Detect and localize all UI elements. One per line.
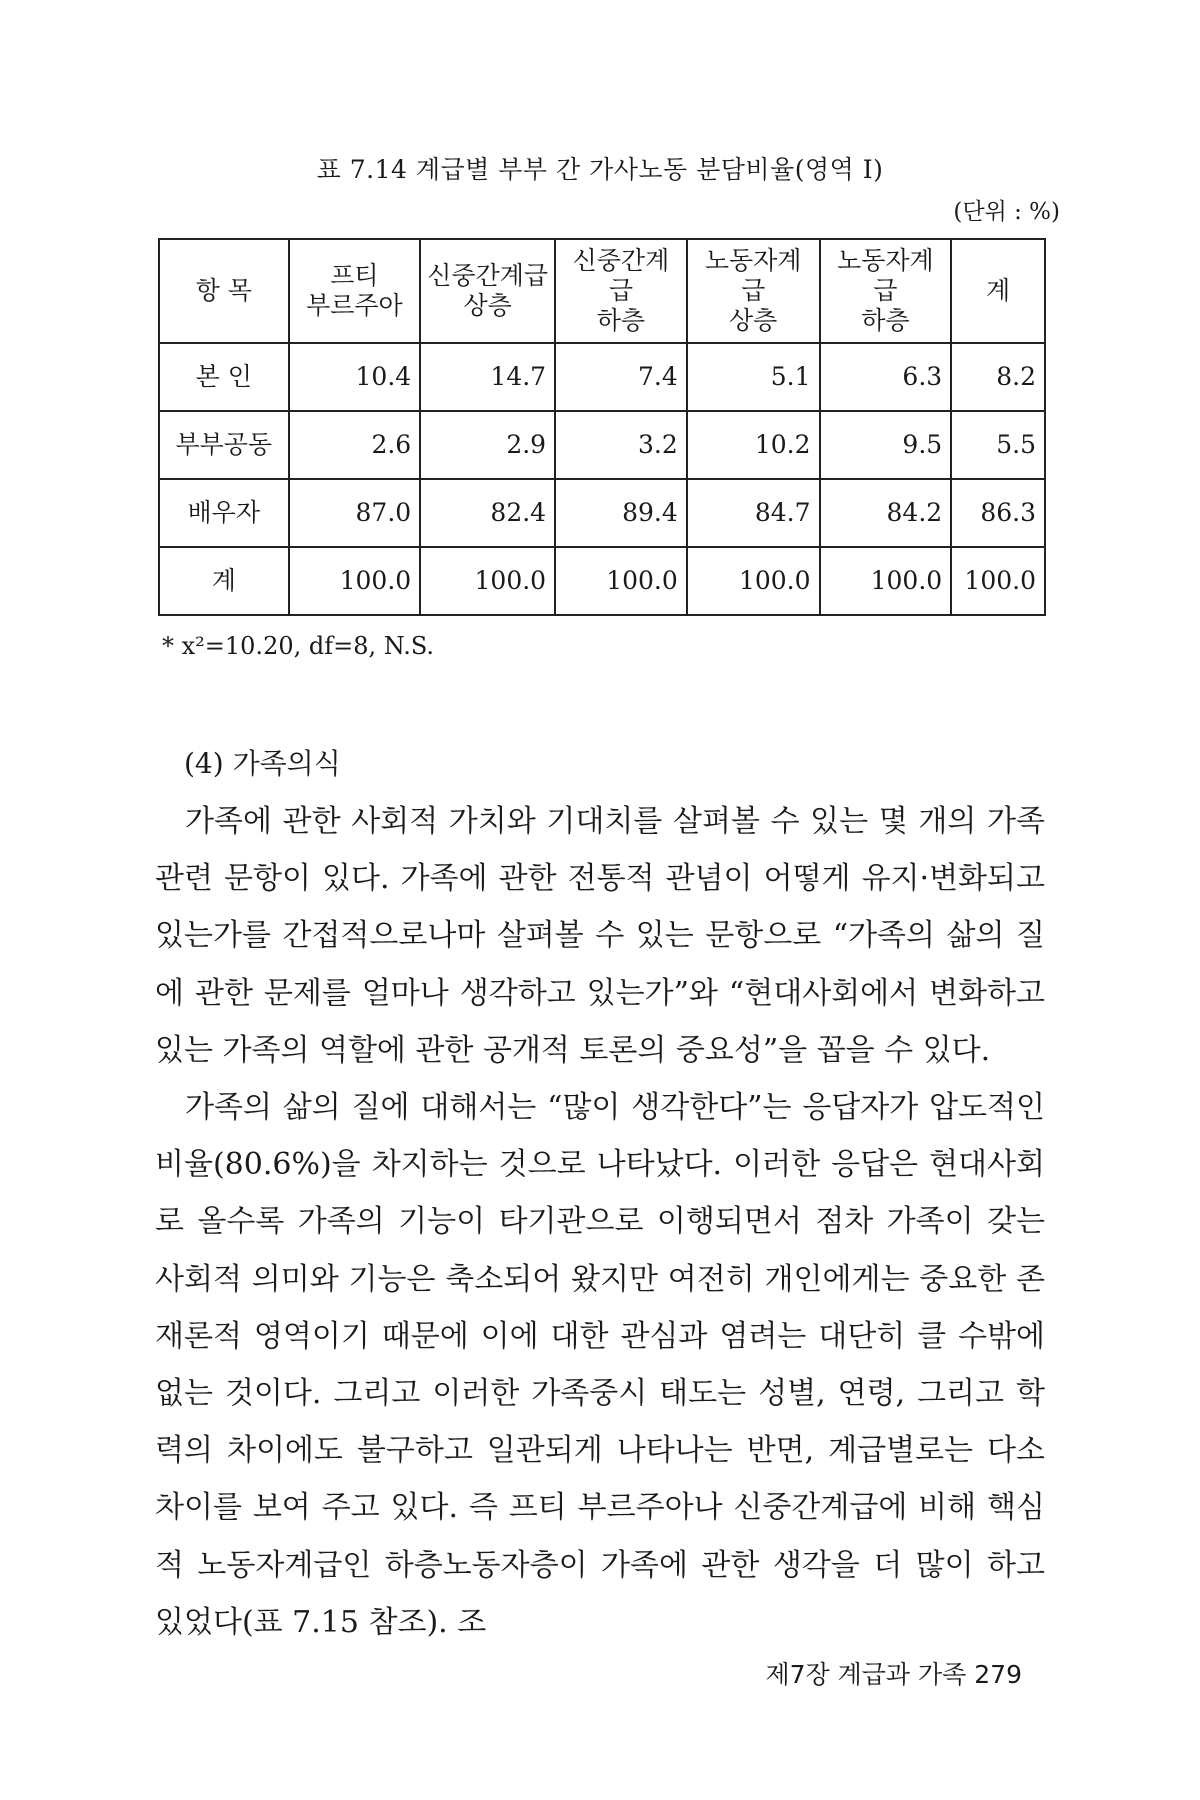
header-petty-bourgeois: 프티 부르주아 bbox=[289, 239, 421, 343]
cell-value: 84.7 bbox=[687, 479, 820, 547]
cell-value: 84.2 bbox=[820, 479, 952, 547]
table-row bbox=[159, 479, 1045, 547]
cell-value: 10.2 bbox=[687, 411, 820, 479]
cell-value: 100.0 bbox=[820, 547, 952, 615]
cell-value: 2.6 bbox=[289, 411, 421, 479]
row-label: 본 인 bbox=[159, 343, 289, 411]
table-row bbox=[159, 343, 1045, 411]
header-item: 항 목 bbox=[159, 239, 289, 343]
header-new-middle-upper: 신중간계급 상층 bbox=[420, 239, 555, 343]
cell-value: 5.5 bbox=[951, 411, 1045, 479]
cell-value: 89.4 bbox=[555, 479, 687, 547]
cell-value: 14.7 bbox=[420, 343, 555, 411]
cell-value: 8.2 bbox=[951, 343, 1045, 411]
cell-value: 100.0 bbox=[555, 547, 687, 615]
header-new-middle-lower: 신중간계급 하층 bbox=[555, 239, 687, 343]
cell-value: 9.5 bbox=[820, 411, 952, 479]
table-header-row bbox=[159, 239, 1045, 343]
cell-value: 100.0 bbox=[289, 547, 421, 615]
cell-value: 6.3 bbox=[820, 343, 952, 411]
cell-value: 100.0 bbox=[420, 547, 555, 615]
header-working-lower: 노동자계급 하층 bbox=[820, 239, 952, 343]
cell-value: 3.2 bbox=[555, 411, 687, 479]
running-footer: 제7장 계급과 가족 279 bbox=[765, 1660, 1022, 1689]
cell-value: 82.4 bbox=[420, 479, 555, 547]
row-label: 부부공동 bbox=[159, 411, 289, 479]
table-footnote: * x²=10.20, df=8, N.S. bbox=[162, 632, 435, 660]
cell-value: 2.9 bbox=[420, 411, 555, 479]
data-table bbox=[158, 238, 1046, 616]
paragraph: 가족의 삶의 질에 대해서는 “많이 생각한다”는 응답자가 압도적인 비율(80.6%)을 차지하는 것으로 나타났다. 이러한 응답은 현대사회로 올수록 가족의 기능이 타기관으로 이행되면서 점차 가족이 갖는 사회적 의미와 기능은 축소되어 왔지만 여전히 개인에게는 중요한 존재론적 영역이기 때문에 이에 대한 관심과 염려는 대단히 클 수밖에 없는 것이다. 그리고 이러한 가족중시 태도는 성별, 연령, 그리고 학력의 차이에도 불구하고 일관되게 나타나는 반면, 계급별로는 다소 차이를 보여 주고 있다. 즉 프티 부르주아나 신중간계급에 비해 핵심적 노동자계급인 하층노동자층이 가족에 관한 생각을 더 많이 하고 있었다(표 7.15 참조). 조 bbox=[155, 1090, 1045, 1640]
table-title: 표 7.14 계급별 부부 간 가사노동 분담비율(영역 I) bbox=[316, 155, 884, 184]
cell-value: 87.0 bbox=[289, 479, 421, 547]
paragraph: 가족에 관한 사회적 가치와 기대치를 살펴볼 수 있는 몇 개의 가족관련 문항이 있다. 가족에 관한 전통적 관념이 어떻게 유지·변화되고 있는가를 간접적으로나마 살펴볼 수 있는 문항으로 “가족의 삶의 질에 관한 문제를 얼마나 생각하고 있는가”와 “현대사회에서 변화하고 있는 가족의 역할에 관한 공개적 토론의 중요성”을 꼽을 수 있다. bbox=[155, 804, 1045, 1068]
section-heading: (4) 가족의식 bbox=[184, 747, 341, 780]
cell-value: 86.3 bbox=[951, 479, 1045, 547]
body-text bbox=[155, 793, 1045, 1651]
header-total: 계 bbox=[951, 239, 1045, 343]
header-working-upper: 노동자계급 상층 bbox=[687, 239, 820, 343]
cell-value: 100.0 bbox=[687, 547, 820, 615]
cell-value: 10.4 bbox=[289, 343, 421, 411]
cell-value: 5.1 bbox=[687, 343, 820, 411]
cell-value: 100.0 bbox=[951, 547, 1045, 615]
row-label: 배우자 bbox=[159, 479, 289, 547]
table-row bbox=[159, 411, 1045, 479]
cell-value: 7.4 bbox=[555, 343, 687, 411]
table-row bbox=[159, 547, 1045, 615]
table-unit: (단위 : %) bbox=[953, 199, 1060, 225]
row-label: 계 bbox=[159, 547, 289, 615]
